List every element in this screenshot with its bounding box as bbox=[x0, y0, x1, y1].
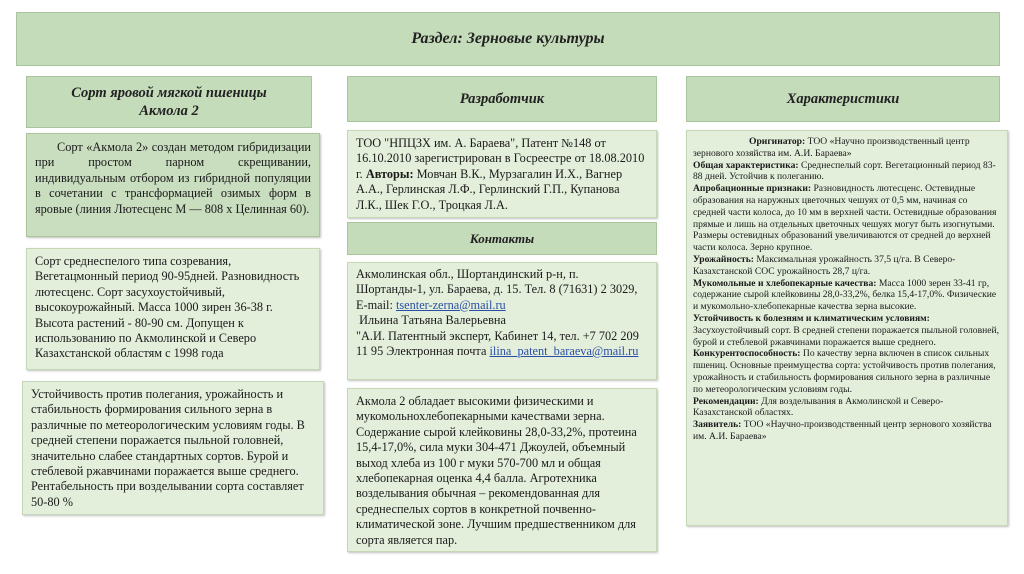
variety-header-line2: Акмола 2 bbox=[139, 103, 199, 119]
email-link-expert[interactable]: ilina_patent_baraeva@mail.ru bbox=[489, 344, 639, 359]
section-title-text: Раздел: Зерновые культуры bbox=[411, 30, 605, 47]
characteristics-header-text: Характеристики bbox=[786, 90, 900, 107]
variety-resistance-panel bbox=[22, 381, 324, 515]
section-title bbox=[16, 12, 1000, 66]
char-resistance-label: Устойчивость к болезням и климатическим условиям: bbox=[693, 312, 930, 324]
quality-text: Акмола 2 обладает высокими физическими и мукомольнохлебопекарными качествами зерна. Содержание сырой клейковины 28,0-33,2%, протеина 15,4-17,0%, сила муки 304-471 Джоулей, объемный выход хлеба из 100 г муки 570-700 мл и общая хлебопекарная оценка 4,4 балла. Агротехника возделывания обычная – рекомендованная для среднеспелых сортов в конкретной почвенно-климатической зоне. Лучшим предшественником для сорта является пар. bbox=[356, 394, 637, 547]
variety-description-panel bbox=[26, 248, 320, 370]
contacts-text bbox=[356, 267, 648, 359]
characteristics-header bbox=[686, 76, 1000, 122]
char-applicant-label: Заявитель: bbox=[693, 419, 742, 431]
email-link-center[interactable]: tsenter-zerna@mail.ru bbox=[395, 297, 506, 312]
char-recommend-value: Для возделывания в Акмолинской и Северо-Казахстанской областях. bbox=[693, 395, 944, 419]
char-approbation-value: Разновидность лютесценс. Остевидные образования на наружных цветочных чешуях от 0,5 мм, начиная со средней части колоса, до 10 мм в верхней части. Остевидные образования прямые и лишь на отдельных цветочных чешуях могут быть изогнутыми. Размеры остевидных образований увеличиваются от средней до верхней части колоса. Зерно крупное. bbox=[693, 183, 997, 254]
char-recommend-label: Рекомендации: bbox=[693, 395, 759, 407]
char-yield-value: Максимальная урожайность 37,5 ц/га. В Северо-Казахстанской СОС урожайность 28,7 ц/га. bbox=[693, 253, 956, 277]
char-applicant-value: ТОО «Научно-производственный центр зернового хозяйства им. А.И. Бараева» bbox=[693, 419, 992, 442]
variety-header-line1: Сорт яровой мягкой пшеницы bbox=[71, 85, 267, 101]
char-milling bbox=[693, 278, 1001, 313]
developer-text bbox=[356, 136, 648, 213]
contacts-header-text: Контакты bbox=[469, 230, 535, 246]
variety-resistance-text: Устойчивость против полегания, урожайность и стабильность формирования сильного зерна в различные по метеорологическим условиям годы. В средней степени поражается пыльной головней, значительно слабее стандартных сортов. Бурой и стеблевой ржавчинами поражается выше среднего. Рентабельность при возделывании сорта составляет 50-80 % bbox=[31, 387, 305, 509]
developer-authors-label: Авторы: bbox=[365, 166, 414, 181]
char-originator bbox=[693, 136, 1001, 160]
char-applicant bbox=[693, 419, 1001, 443]
quality-panel bbox=[347, 388, 657, 552]
characteristics-panel bbox=[686, 130, 1008, 526]
developer-header bbox=[347, 76, 657, 122]
char-approbation-label: Апробационные признаки: bbox=[693, 183, 812, 195]
char-general bbox=[693, 160, 1001, 184]
contacts-header bbox=[347, 222, 657, 255]
contacts-expert: "А.И. Патентный эксперт, Кабинет 14, тел. +7 702 209 11 95 Электронная почта bbox=[356, 328, 639, 359]
char-milling-value: Масса 1000 зерен 33-41 гр, содержание сырой клейковины 28,0-33,2%, белка 15,4-17,0%. Физические и мукомольно-хлебопекарные качества зерна высокие. bbox=[693, 277, 997, 313]
char-resistance bbox=[693, 313, 1001, 348]
variety-origin-text: Сорт «Акмола 2» создан методом гибридизации при простом парном скрещивании, индивидуальным отбором из гибридной популяции в сочетании с трансформацией озимых форм в яровые (линия Лютесценс М — 808 х Целинная 60). bbox=[35, 140, 311, 216]
char-originator-value: ТОО «Научно производственный центр зернового хозяйства им. А.И. Бараева» bbox=[693, 136, 970, 159]
developer-header-text: Разработчик bbox=[459, 90, 545, 107]
char-approbation bbox=[693, 183, 1001, 254]
char-competitive-label: Конкурентоспособность: bbox=[693, 348, 801, 360]
developer-panel bbox=[347, 130, 657, 218]
char-yield-label: Урожайность: bbox=[693, 253, 754, 265]
char-general-value: Среднеспелый сорт. Вегетационный период 83-88 дней. Устойчив к полеганию. bbox=[693, 159, 996, 183]
variety-origin-panel bbox=[26, 133, 320, 237]
variety-header bbox=[26, 76, 312, 128]
contacts-person: Ильина Татьяна Валерьевна bbox=[359, 313, 506, 328]
char-milling-label: Мукомольные и хлебопекарные качества: bbox=[693, 277, 877, 289]
char-general-label: Общая характеристика: bbox=[693, 159, 799, 171]
variety-description-text: Сорт среднеспелого типа созревания, Вегетацмонный период 90-95дней. Разновидность лютесценс. Сорт засухоустойчивый, высокоурожайный. Масса 1000 зирен 36-38 г. Высота растений - 80-90 см. Допущен к использованию по Акмолинской и Северо Казахстанской областям с 1998 года bbox=[35, 254, 300, 361]
char-resistance-value: Засухоустойчивый сорт. В средней степени поражается пыльной головней, бурой и стеблевой ржавчинами поражается выше среднего. bbox=[693, 324, 1000, 348]
contacts-address: Акмолинская обл., Шортандинский р-н, п. Шортанды-1, ул. Бараева, д. 15. Тел. 8 (71631) 2 3029, E-mail: bbox=[356, 267, 638, 312]
char-recommend bbox=[693, 396, 1001, 420]
char-competitive-value: По качеству зерна включен в список сильных пшениц. Основные преимущества сорта: устойчивость против полегания, урожайность и стабильность формирования сильного зерна в различные по метеорологическим условиям годы. bbox=[693, 348, 996, 395]
developer-authors: Мовчан В.К., Мурзагалин И.Х., Вагнер А.А., Герлинская Л.Ф., Герлинский Г.П., Купанова Л.К., Шек Г.О., Троцкая Л.А. bbox=[356, 166, 623, 212]
char-yield bbox=[693, 254, 1001, 278]
char-competitive bbox=[693, 348, 1001, 395]
developer-info: ТОО "НПЦЗХ им. А. Бараева", Патент №148 от 16.10.2010 зарегистрирован в Госреестре от 18.08.2010 г. bbox=[356, 136, 645, 181]
char-originator-label: Оригинатор: bbox=[749, 136, 806, 147]
contacts-panel bbox=[347, 262, 657, 380]
